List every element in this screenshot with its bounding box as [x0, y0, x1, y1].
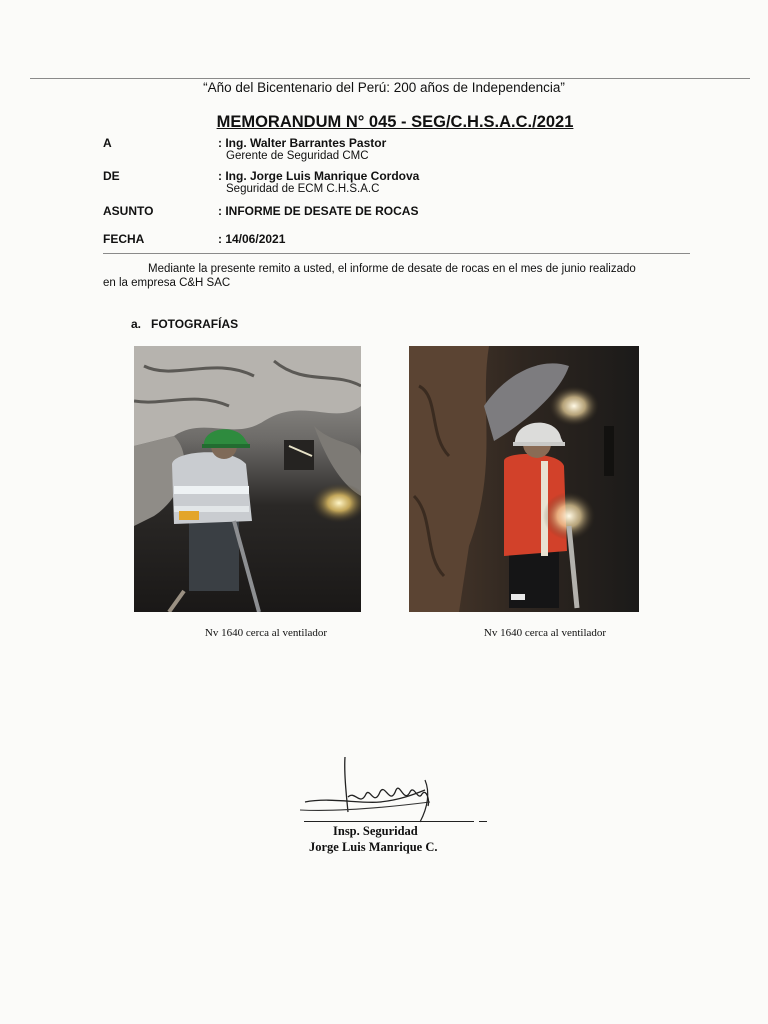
date-value: : 14/06/2021 — [218, 232, 286, 246]
photo-1-image — [134, 346, 361, 612]
photo-worker-green-helmet — [134, 346, 361, 612]
motto-line: “Año del Bicentenario del Perú: 200 años de Independencia” — [203, 80, 565, 95]
body-line-2: en la empresa C&H SAC — [103, 277, 231, 289]
date-label: FECHA — [103, 232, 145, 246]
photo-2-image — [409, 346, 639, 612]
body-line-1: Mediante la presente remito a usted, el informe de desate de rocas en el mes de junio realizado — [148, 263, 636, 275]
to-role: Gerente de Seguridad CMC — [226, 150, 369, 162]
from-value: : Ing. Jorge Luis Manrique Cordova — [218, 169, 420, 183]
photo-worker-orange-vest — [409, 346, 639, 612]
from-label: DE — [103, 169, 120, 183]
to-value: : Ing. Walter Barrantes Pastor — [218, 136, 387, 150]
signature-line — [304, 821, 474, 822]
subject-value: : INFORME DE DESATE DE ROCAS — [218, 204, 419, 218]
top-rule — [30, 78, 750, 79]
memo-title: MEMORANDUM N° 045 - SEG/C.H.S.A.C./2021 — [216, 113, 574, 131]
photo-1-caption: Nv 1640 cerca al ventilador — [204, 627, 328, 639]
photo-2-caption: Nv 1640 cerca al ventilador — [483, 627, 607, 639]
signature-line-tick — [479, 821, 487, 822]
body-paragraph — [103, 262, 703, 290]
subject-label: ASUNTO — [103, 204, 154, 218]
to-label: A — [103, 136, 112, 150]
signature-title: Insp. Seguridad — [333, 824, 418, 838]
signature-name: Jorge Luis Manrique C. — [309, 840, 438, 854]
from-role: Seguridad de ECM C.H.S.A.C — [226, 183, 380, 195]
section-heading: a. FOTOGRAFÍAS — [131, 317, 239, 331]
header-divider — [103, 253, 690, 254]
